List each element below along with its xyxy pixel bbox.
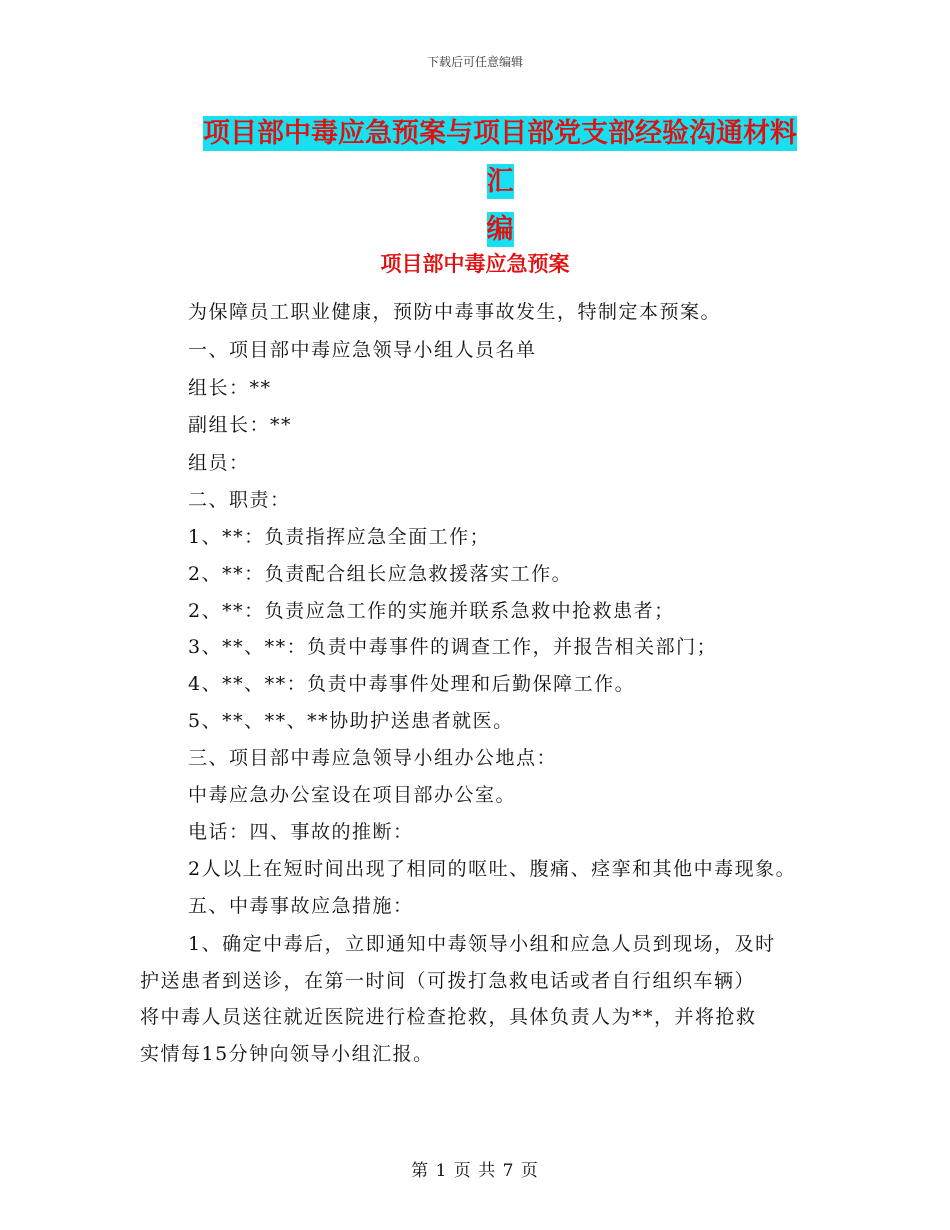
body-line: 1、**：负责指挥应急全面工作；: [188, 526, 491, 548]
body-line: 2人以上在短时间出现了相同的呕吐、腹痛、痉挛和其他中毒现象。: [188, 858, 797, 880]
section-title: 项目部中毒应急预案: [380, 252, 570, 276]
body-line: 3、**、**：负责中毒事件的调查工作，并报告相关部门；: [188, 636, 718, 658]
paragraph-line: 将中毒人员送往就近医院进行检查抢救，具体负责人为**，并将抢救: [140, 1006, 757, 1028]
paragraph-line: 实情每15分钟向领导小组汇报。: [140, 1043, 434, 1065]
document-title: [190, 110, 810, 254]
document-title-line1: 项目部中毒应急预案与项目部党支部经验沟通材料汇: [203, 118, 797, 197]
body-line: 电话：四、事故的推断：: [188, 821, 414, 843]
body-line: 副组长：**: [188, 414, 293, 436]
body-line: 组长：**: [188, 377, 272, 399]
page-footer: 第 1 页 共 7 页: [411, 1161, 539, 1181]
body-line: 2、**：负责应急工作的实施并联系急救中抢救患者；: [188, 600, 675, 622]
header-note: 下载后可任意编辑: [426, 55, 523, 69]
body-line: 组员：: [188, 452, 250, 474]
body-line: 二、职责：: [188, 489, 291, 511]
document-title-line2: 编: [486, 214, 514, 245]
body-line: 一、项目部中毒应急领导小组人员名单: [188, 339, 537, 361]
body-line: 中毒应急办公室设在项目部办公室。: [188, 784, 517, 806]
paragraph-line: 护送患者到送诊，在第一时间（可拨打急救电话或者自行组织车辆）: [140, 970, 756, 992]
body-line: 2、**：负责配合组长应急救援落实工作。: [188, 563, 573, 585]
paragraph-line: 1、确定中毒后，立即通知中毒领导小组和应急人员到现场，及时: [188, 933, 776, 955]
body-line: 5、**、**、**协助护送患者就医。: [188, 710, 514, 732]
body-line: 三、项目部中毒应急领导小组办公地点：: [188, 747, 558, 769]
body-line: 五、中毒事故应急措施：: [188, 895, 414, 917]
body-line: 4、**、**：负责中毒事件处理和后勤保障工作。: [188, 673, 636, 695]
body-line: 为保障员工职业健康，预防中毒事故发生，特制定本预案。: [188, 301, 722, 323]
